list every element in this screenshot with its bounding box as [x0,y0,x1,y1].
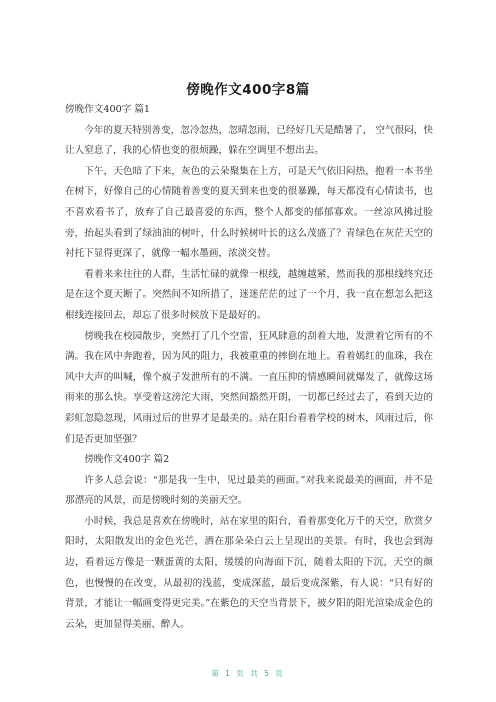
body-paragraph: 小时候，我总是喜欢在傍晚时，站在家里的阳台，看着那变化万千的天空，欣赏夕阳时，太阳散发出的金色光芒，洒在那朵朵白云上呈现出的美景。有时，我也会到海边，看着远方像是一颗蛋黄的太阳，缓缓的向海面下沉，随着太阳的下沉，天空的颜色，也慢慢的在改变，从最初的浅蓝，变成深蓝，最后变成深紫，有人说：“只有好的背景，才能让一幅画变得更完美。”在紫色的天空当背景下，被夕阳的阳光渲染成金色的云朵，更加显得美丽、醉人。 [65,515,433,630]
body-paragraph: 许多人总会说：“那是我一生中，见过最美的画面。”对我来说最美的画面，并不是那漂亮的风景，而是傍晚时刻的美丽天空。 [65,474,433,507]
body-paragraph: 下午，天色暗了下来，灰色的云朵聚集在上方，可是天气依旧闷热，抱着一本书坐在树下，好像自己的心情随着善变的夏天到来也变的很暴躁，每天都没有心情读书，也不喜欢看书了，放弃了自己最喜爱的东西，整个人都变的郁郁寡欢。一丝凉风拂过脸旁，抬起头看到了绿油油的树叶，什么时候树叶长的这么茂盛了？青绿色在灰茫天空的衬托下显得更深了，就像一幅水墨画，浓淡交替。 [65,165,433,260]
body-paragraph: 看着来来往往的人群，生活忙碌的就像一根线，越缠越紧，然而我的那根线终究还是在这个夏天断了。突然间不知所措了，迷迷茫茫的过了一个月，我一直在想怎么把这根线连接回去，却忘了很多时候放下是最好的。 [65,268,433,321]
section-heading: 傍晚作文400字 篇2 [84,454,170,466]
section-heading: 傍晚作文400字 篇1 [65,104,151,115]
page-number: 第 1 页 共 5 页 [211,669,285,678]
document-title: 傍晚作文400字8篇 [186,82,310,98]
body-paragraph: 傍晚我在校园散步，突然打了几个空雷，狂风肆意的刮着大地，发泄着它所有的不满。我在风中奔跑着，因为风的阻力，我被重重的摔倒在地上。看着嫣红的血珠，我在风中大声的叫喊，像个疯子发泄所有的不满。一直压抑的情感瞬间就爆发了，就像这场雨来的那么快。享受着这滂沱大雨，突然间豁然开朗，一切都已经过去了，看到天边的彩虹忽隐忽现，风雨过后的世界才是最美的。站在阳台看着学校的树木，风雨过后，你们是否更加坚强？ [65,330,433,445]
body-paragraph: 今年的夏天特别善变，忽冷忽热，忽晴忽雨，已经好几天是酷暑了， 空气很闷，快让人窒息了，我的心情也变的很烦躁，躲在空调里不想出去。 [65,124,433,157]
document-body [65,100,433,635]
